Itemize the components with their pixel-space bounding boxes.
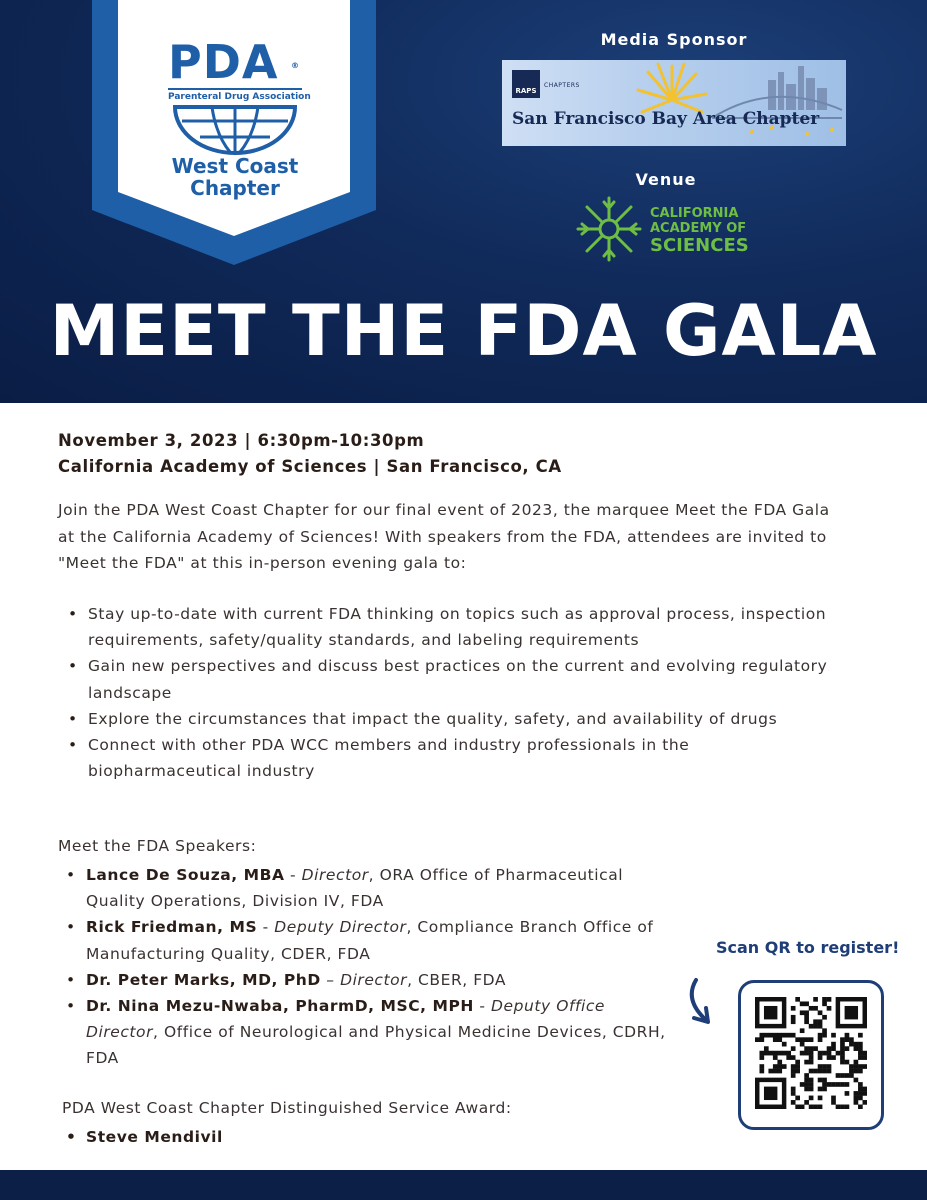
- qr-code-icon: [755, 997, 867, 1109]
- speaker-name: Lance De Souza, MBA: [86, 866, 285, 884]
- award-recipient: • Steve Mendivil: [66, 1124, 223, 1150]
- list-item: • Stay up-to-date with current FDA thinking on topics such as approval process, inspection requirements, safety/quality standards, and labeling requirements: [68, 601, 848, 653]
- event-title: MEET THE FDA GALA: [49, 290, 878, 372]
- speaker-name: Dr. Peter Marks, MD, PhD: [86, 970, 321, 989]
- speaker-org: , Office of Neurological and Physical Medicine Devices, CDRH, FDA: [86, 1023, 666, 1068]
- speaker-name: Rick Friedman, MS: [86, 918, 258, 937]
- raps-sponsor-logo: [502, 60, 846, 146]
- register-qr-code[interactable]: [738, 980, 884, 1130]
- speaker-item: • Rick Friedman, MS - Deputy Director, Compliance Branch Office of Manufacturing Quality, CDER, FDA: [66, 914, 666, 966]
- speaker-org: , ORA Office of Pharmaceutical Quality Operations, Division IV, FDA: [86, 866, 624, 911]
- speaker-role: Deputy Office Director: [86, 997, 605, 1042]
- speaker-item: • Dr. Nina Mezu-Nwaba, PharmD, MSC, MPH - Deputy Office Director, Office of Neurological and Physical Medicine Devices, CDRH, FDA: [66, 993, 666, 1072]
- curved-arrow-icon: [682, 976, 722, 1030]
- raps-badge: RAPS: [512, 70, 540, 98]
- award-list: [66, 1124, 223, 1150]
- goals-list: [68, 601, 848, 784]
- list-item: • Connect with other PDA WCC members and industry professionals in the biopharmaceutical industry: [68, 732, 848, 784]
- intro-paragraph: Join the PDA West Coast Chapter for our final event of 2023, the marquee Meet the FDA Gala at the California Academy of Sciences! With speakers from the FDA, attendees are invited to "Meet the FDA" at this in-person evening gala to:: [58, 501, 830, 572]
- pda-wordmark: PDA ®: [168, 35, 300, 89]
- venue-name: CALIFORNIA ACADEMY OF SCIENCES: [650, 206, 749, 256]
- sponsor-chapter-name: San Francisco Bay Area Chapter: [512, 109, 820, 129]
- list-item: • Gain new perspectives and discuss best practices on the current and evolving regulatory landscape: [68, 653, 848, 705]
- award-heading: PDA West Coast Chapter Distinguished Service Award:: [62, 1099, 512, 1117]
- list-item: • Explore the circumstances that impact the quality, safety, and availability of drugs: [68, 706, 848, 732]
- speaker-item: • Dr. Peter Marks, MD, PhD – Director, CBER, FDA: [66, 967, 666, 993]
- bay-bridge-skyline-art: [602, 60, 846, 146]
- venue-label: Venue: [635, 170, 697, 189]
- register-label: Scan QR to register!: [716, 938, 900, 957]
- speakers-list: [66, 862, 666, 1072]
- speaker-org: , Compliance Branch Office of Manufacturing Quality, CDER, FDA: [86, 918, 654, 963]
- speaker-role: Director: [340, 970, 408, 989]
- globe-icon: [172, 105, 298, 155]
- pda-org-name: Parenteral Drug Association: [168, 88, 302, 102]
- cal-academy-snowflake-icon: [576, 196, 642, 262]
- raps-badge-sub: CHAPTERS: [544, 82, 580, 89]
- footer-bar: [0, 1170, 927, 1200]
- event-date-time: November 3, 2023 | 6:30pm-10:30pm: [58, 431, 425, 450]
- chapter-name: West Coast Chapter: [171, 154, 299, 200]
- speaker-role: Deputy Director: [274, 918, 407, 937]
- speakers-heading: Meet the FDA Speakers:: [58, 837, 257, 855]
- header-banner: [0, 0, 927, 403]
- pda-logo: [168, 35, 311, 155]
- event-location: California Academy of Sciences | San Francisco, CA: [58, 457, 562, 476]
- speaker-role: Director: [301, 866, 369, 884]
- speaker-name: Dr. Nina Mezu-Nwaba, PharmD, MSC, MPH: [86, 997, 474, 1016]
- speaker-item: • Lance De Souza, MBA - Director, ORA Office of Pharmaceutical Quality Operations, Division IV, FDA: [66, 862, 666, 914]
- speaker-org: , CBER, FDA: [407, 970, 507, 989]
- media-sponsor-label: Media Sponsor: [600, 30, 748, 49]
